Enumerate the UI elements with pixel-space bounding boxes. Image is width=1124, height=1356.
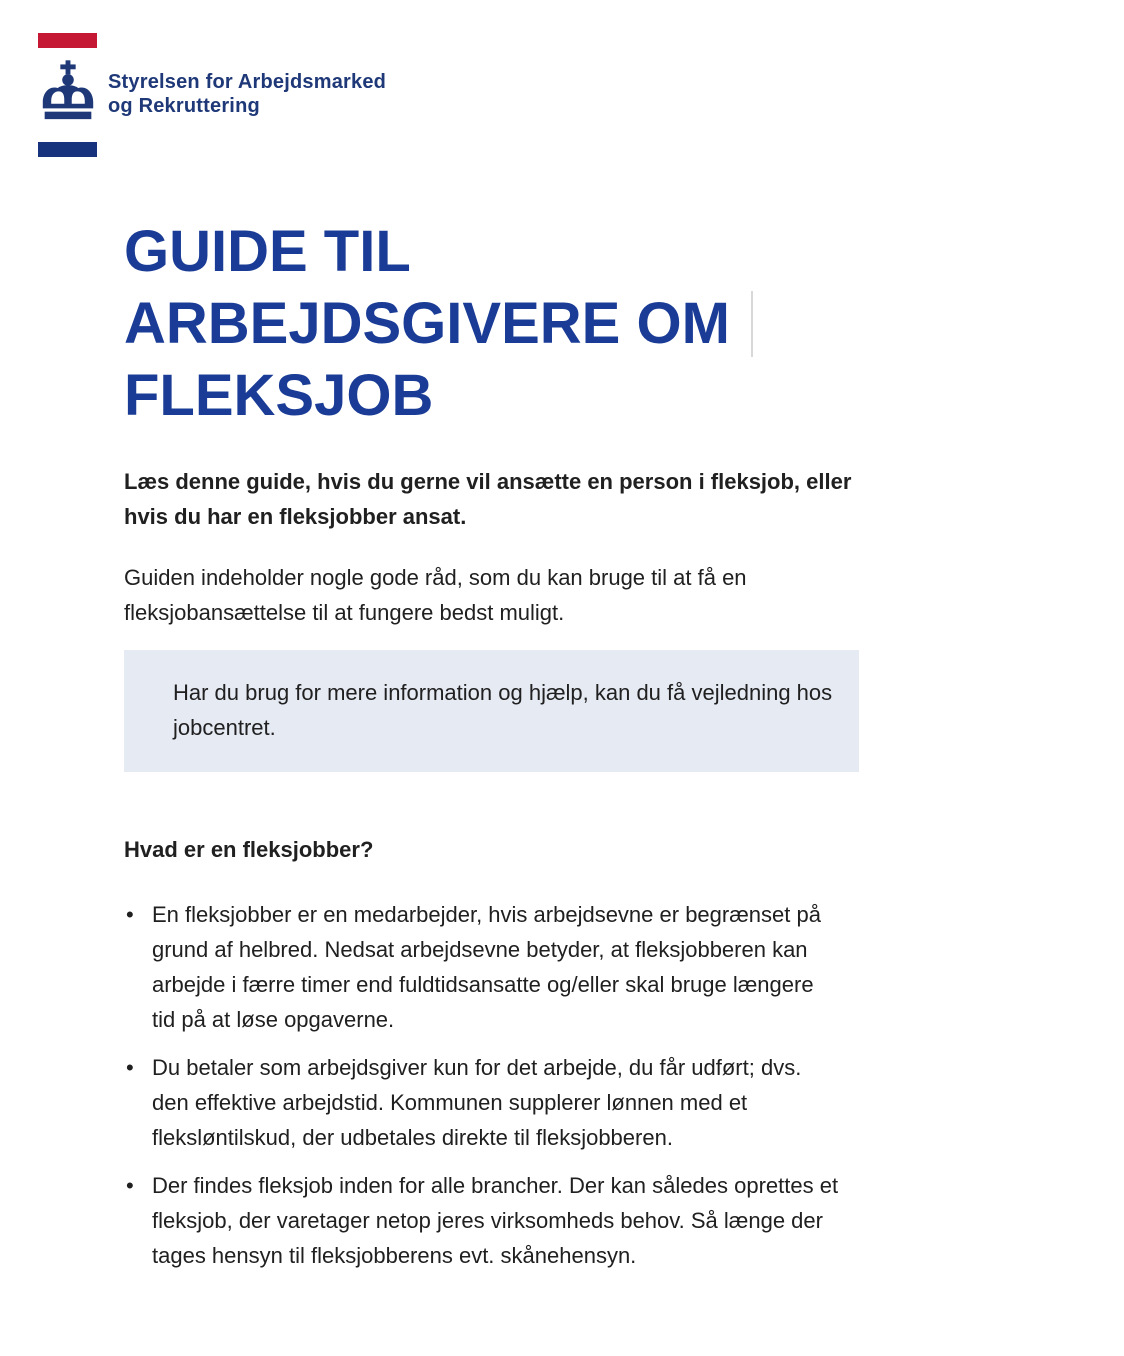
crown-icon	[40, 60, 96, 126]
bullet-item: • Du betaler som arbejdsgiver kun for det arbejde, du får udført; dvs. den effektive arbejdstid. Kommunen supplerer lønnen med et fleksløntilskud, der udbetales direkte til fleksjobberen.	[124, 1050, 840, 1155]
bullet-item: • Der findes fleksjob inden for alle brancher. Der kan således oprettes et fleksjob, der varetager netop jeres virksomheds behov. Så længe der tages hensyn til fleksjobberens evt. skånehensyn.	[124, 1168, 840, 1273]
agency-name	[108, 60, 386, 118]
document-body	[124, 216, 870, 1286]
text-cursor	[751, 291, 753, 357]
logo-row	[40, 60, 386, 126]
info-box-text: Har du brug for mere information og hjælp, kan du få vejledning hos jobcentret.	[173, 680, 833, 740]
page-title-line3: FLEKSJOB	[124, 363, 434, 428]
page-title	[124, 216, 870, 432]
section-heading: Hvad er en fleksjobber?	[124, 837, 374, 862]
bullet-list	[124, 897, 840, 1273]
page-title-line2: ARBEJDSGIVERE OM	[124, 291, 730, 356]
agency-name-line2: og Rekruttering	[108, 95, 260, 117]
info-box	[124, 650, 859, 772]
intro-paragraph: Guiden indeholder nogle gode råd, som du kan bruge til at få en fleksjobansættelse til at fungere bedst muligt.	[124, 565, 747, 625]
intro-bold-paragraph: Læs denne guide, hvis du gerne vil ansætte en person i fleksjob, eller hvis du har en fleksjobber ansat.	[124, 469, 852, 529]
logo-blue-bar	[38, 142, 97, 157]
bullet-item: • En fleksjobber er en medarbejder, hvis arbejdsevne er begrænset på grund af helbred. Nedsat arbejdsevne betyder, at fleksjobberen kan arbejde i færre timer end fuldtidsansatte og/eller skal bruge længere tid på at løse opgaverne.	[124, 897, 840, 1037]
page-title-line1: GUIDE TIL	[124, 219, 411, 284]
agency-name-line1: Styrelsen for Arbejdsmarked	[108, 71, 387, 93]
logo-red-bar	[38, 33, 97, 48]
